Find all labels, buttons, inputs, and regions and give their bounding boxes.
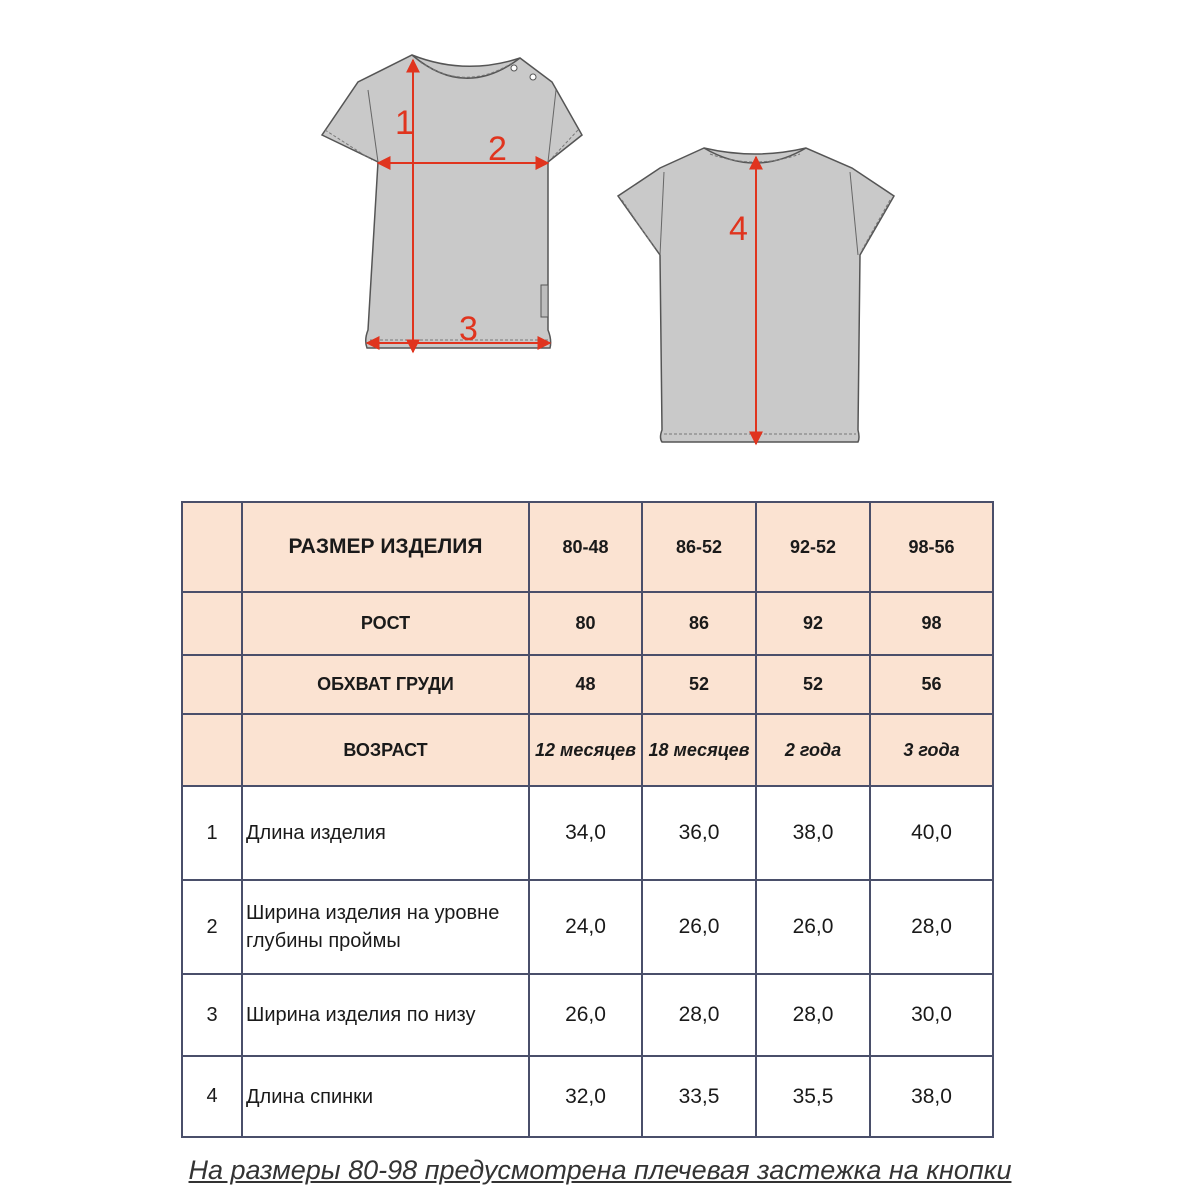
size-cell: 86-52 <box>642 502 756 592</box>
chest-cell: 52 <box>642 655 756 714</box>
size-header-label: РАЗМЕР ИЗДЕЛИЯ <box>242 502 529 592</box>
chest-cell: 56 <box>870 655 993 714</box>
height-cell: 98 <box>870 592 993 655</box>
measurement-value: 32,0 <box>529 1056 642 1137</box>
chest-cell: 48 <box>529 655 642 714</box>
back-view <box>618 148 894 444</box>
table-cell-empty <box>182 592 242 655</box>
front-view <box>322 55 582 352</box>
age-cell: 3 года <box>870 714 993 786</box>
measure-label-2: 2 <box>488 130 507 168</box>
measurement-value: 28,0 <box>756 974 870 1056</box>
size-cell: 98-56 <box>870 502 993 592</box>
chest-header-label: ОБХВАТ ГРУДИ <box>242 655 529 714</box>
measure-label-1: 1 <box>395 104 414 142</box>
shoulder-button-icon <box>530 74 536 80</box>
size-cell: 92-52 <box>756 502 870 592</box>
height-cell: 80 <box>529 592 642 655</box>
age-cell: 2 года <box>756 714 870 786</box>
table-row <box>182 974 993 1056</box>
measurement-value: 28,0 <box>642 974 756 1056</box>
table-row <box>182 655 993 714</box>
measurement-value: 33,5 <box>642 1056 756 1137</box>
table-row <box>182 714 993 786</box>
side-label-tag <box>541 285 548 317</box>
measurement-value: 28,0 <box>870 880 993 974</box>
height-cell: 92 <box>756 592 870 655</box>
measurement-number: 4 <box>182 1056 242 1137</box>
table-row <box>182 502 993 592</box>
table-cell-empty <box>182 655 242 714</box>
measurement-value: 38,0 <box>870 1056 993 1137</box>
measurement-name: Длина спинки <box>242 1056 529 1137</box>
measurement-value: 36,0 <box>642 786 756 880</box>
table-row <box>182 1056 993 1137</box>
measurement-number: 2 <box>182 880 242 974</box>
measurement-value: 40,0 <box>870 786 993 880</box>
shoulder-button-icon <box>511 65 517 71</box>
age-cell: 18 месяцев <box>642 714 756 786</box>
measurement-number: 1 <box>182 786 242 880</box>
size-table <box>181 501 994 1138</box>
measurement-value: 26,0 <box>756 880 870 974</box>
measure-label-4: 4 <box>729 210 748 248</box>
chest-cell: 52 <box>756 655 870 714</box>
measure-label-3: 3 <box>459 310 478 348</box>
measurement-value: 38,0 <box>756 786 870 880</box>
measurement-name: Ширина изделия по низу <box>242 974 529 1056</box>
measurement-name: Ширина изделия на уровне глубины проймы <box>242 880 529 974</box>
height-header-label: РОСТ <box>242 592 529 655</box>
height-cell: 86 <box>642 592 756 655</box>
measurement-number: 3 <box>182 974 242 1056</box>
size-cell: 80-48 <box>529 502 642 592</box>
measurement-value: 26,0 <box>642 880 756 974</box>
table-row <box>182 786 993 880</box>
measurement-value: 30,0 <box>870 974 993 1056</box>
table-row <box>182 880 993 974</box>
table-cell-empty <box>182 502 242 592</box>
table-row <box>182 592 993 655</box>
age-header-label: ВОЗРАСТ <box>242 714 529 786</box>
measurement-value: 34,0 <box>529 786 642 880</box>
measurement-value: 24,0 <box>529 880 642 974</box>
age-cell: 12 месяцев <box>529 714 642 786</box>
footnote: На размеры 80-98 предусмотрена плечевая застежка на кнопки <box>188 1155 1012 1185</box>
garment-illustration <box>0 0 1200 480</box>
measurement-value: 35,5 <box>756 1056 870 1137</box>
table-cell-empty <box>182 714 242 786</box>
measurement-name: Длина изделия <box>242 786 529 880</box>
measurement-value: 26,0 <box>529 974 642 1056</box>
